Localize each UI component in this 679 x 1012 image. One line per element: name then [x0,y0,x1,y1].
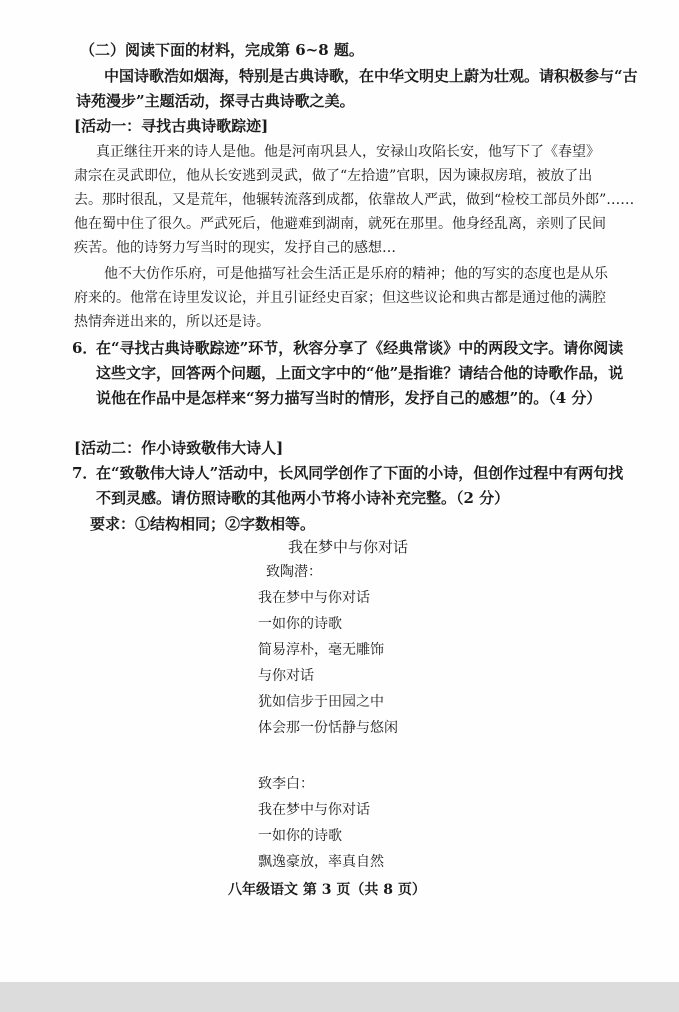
poem-stanza1-line-4: 与你对话 [258,668,314,684]
passage2-line-2: 府来的。他常在诗里发议论，并且引证经史百家；但这些议论和典古都是通过他的满腔 [74,290,606,306]
poem-stanza1-line-2: 一如你的诗歌 [258,616,342,632]
poem-stanza1-line-6: 体会那一份恬静与悠闲 [258,720,398,736]
passage1-line-4: 他在蜀中住了很久。严武死后，他避难到湖南，就死在那里。他身经乱离，亲则了民间 [74,216,606,232]
poem-stanza2-line-3: 飘逸豪放，率真自然 [258,854,384,870]
passage1-line-5: 疾苦。他的诗努力写当时的现实，发抒自己的感想… [74,240,396,256]
question7-line-1: 在“致敬伟大诗人”活动中，长风同学创作了下面的小诗，但创作过程中有两句找 [96,464,624,482]
section-heading: （二）阅读下面的材料，完成第 6~8 题。 [80,41,364,59]
poem-stanza1-line-1: 我在梦中与你对话 [258,590,370,606]
question6-line-2: 这些文字，回答两个问题，上面文字中的“他”是指谁？请结合他的诗歌作品，说 [96,364,624,382]
passage2-line-1: 他不大仿作乐府，可是他描写社会生活正是乐府的精神；他的写实的态度也是从乐 [104,266,608,282]
passage1-line-2: 肃宗在灵武即位，他从长安逃到灵武，做了“左拾遗”官职，因为谏叔房琯，被放了出 [74,168,593,184]
poem-stanza1-line-3: 简易淳朴，毫无雕饰 [258,642,384,658]
poem-stanza2-line-2: 一如你的诗歌 [258,828,342,844]
page-footer: 八年级语文 第 3 页（共 8 页） [228,882,426,898]
passage1-line-3: 去。那时很乱，又是荒年，他辗转流落到成都，依靠故人严武，做到“检校工部员外郎”…… [74,192,635,208]
question7-requirement: 要求：①结构相同；②字数相等。 [90,515,316,533]
poem-stanza2-addressee: 致李白： [258,776,314,792]
intro-line-1: 中国诗歌浩如烟海，特别是古典诗歌，在中华文明史上蔚为壮观。请积极参与“古 [104,67,638,85]
activity1-heading: [活动一：寻找古典诗歌踪迹] [74,117,269,135]
poem-stanza1-addressee: 致陶潜： [266,564,322,580]
question7-number: 7． [72,464,98,482]
scan-bottom-band [0,982,679,1012]
question6-number: 6． [72,339,98,357]
passage2-line-3: 热情奔迸出来的，所以还是诗。 [74,314,270,330]
poem-stanza2-line-1: 我在梦中与你对话 [258,802,370,818]
question6-line-3: 说他在作品中是怎样来“努力描写当时的情形，发抒自己的感想”的。（4 分） [96,389,602,407]
passage1-line-1: 真正继往开来的诗人是他。他是河南巩县人，安禄山攻陷长安，他写下了《春望》 [96,144,600,160]
question7-line-2: 不到灵感。请仿照诗歌的其他两小节将小诗补充完整。（2 分） [96,489,510,507]
question6-line-1: 在“寻找古典诗歌踪迹”环节，秋容分享了《经典常谈》中的两段文字。请你阅读 [96,339,624,357]
poem-title: 我在梦中与你对话 [288,538,409,556]
poem-stanza1-line-5: 犹如信步于田园之中 [258,694,384,710]
activity2-heading: [活动二：作小诗致敬伟大诗人] [74,439,284,457]
intro-line-2: 诗苑漫步”主题活动，探寻古典诗歌之美。 [76,92,355,110]
